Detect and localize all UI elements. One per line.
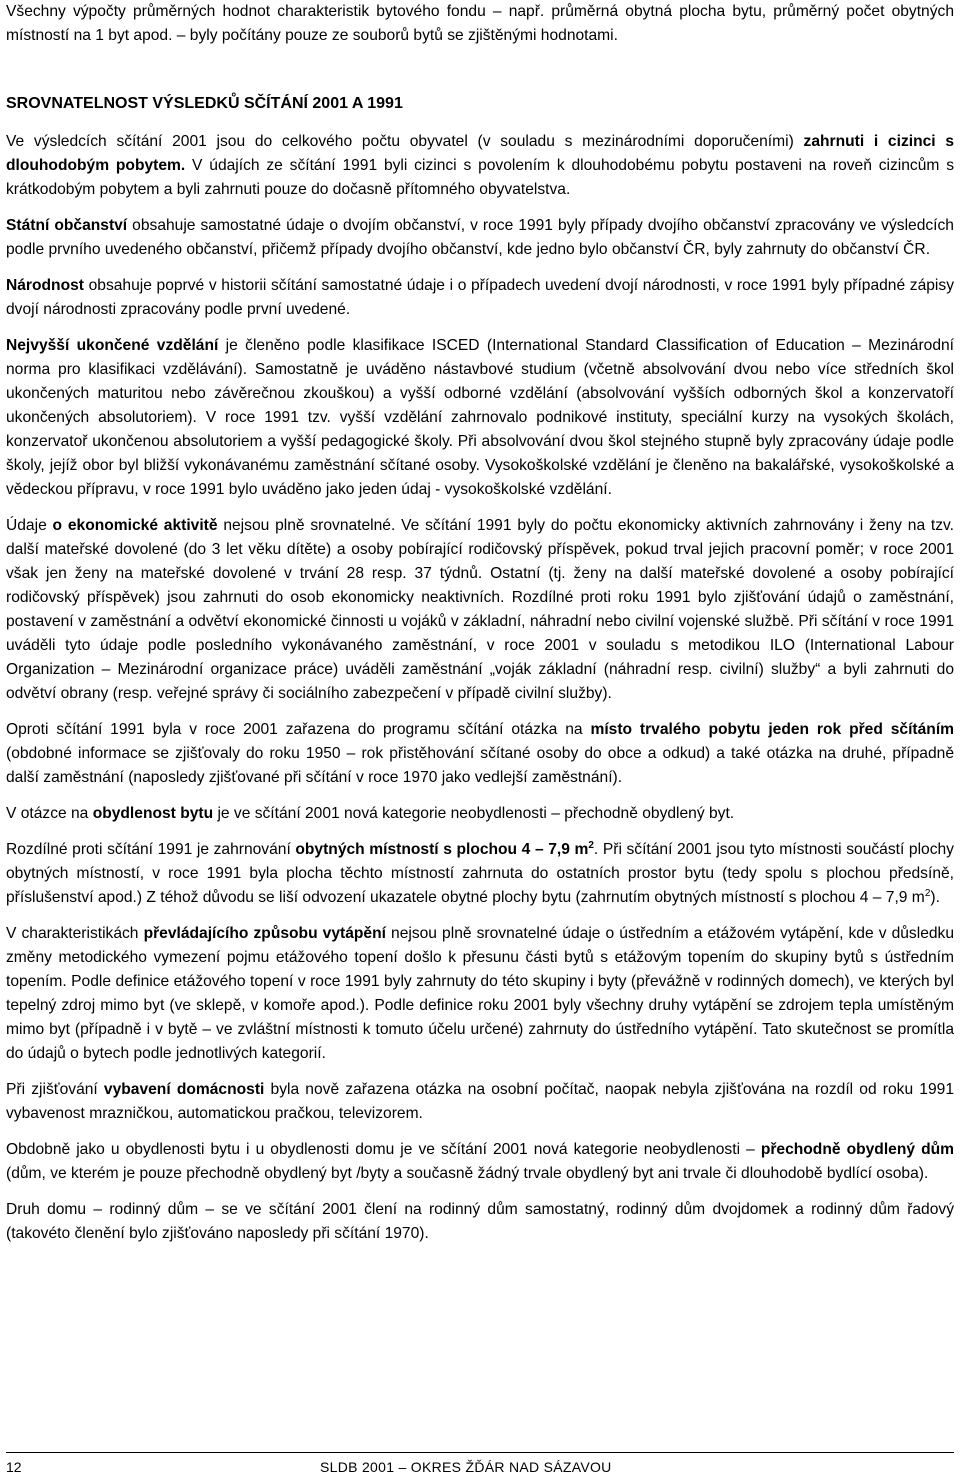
p8-text-c: . Při sčítání 2001 jsou tyto místnosti součástí plochy obytných místností, v roce 1991 byla plocha těchto místností zahrnuta do ostatních prostor bytu (tedy spolu s plochou předsíně, příslušenství apod.) Z téhož důvodu se liší odvození ukazatele obytné plochy bytu (zahrnutím obytných místností s plochou 4 – 7,9 m	[6, 841, 954, 906]
p4-text: je členěno podle klasifikace ISCED (International Standard Classification of Education – Mezinárodní norma pro klasifikaci vzdělávání). Samostatně je uváděno nástavbové studium (včetně absolvování dvou nebo více středních škol ukončených maturitou nebo závěrečnou zkouškou) a vyšší odborné vzdělání (absolvování vyšších odborných škol a konzervatoří ukončených absolutoriem). V roce 1991 tzv. vyšší vzdělání zahrnovalo podnikové instituty, speciální kurzy na vysokých školách, konzervatoř ukončenou absolutoriem a vyšší pedagogické školy. Při absolvování dvou škol stejného stupně byly zpracovány údaje podle školy, jejíž obor byl bližší vykonávanému zaměstnání sčítané osoby. Vysokoškolské vzdělání je členěno na bakalářské, vysokoškolské a vědeckou přípravu, v roce 1991 bylo uváděno jako jeden údaj - vysokoškolské vzdělání.	[6, 337, 954, 498]
p3-text: obsahuje poprvé v historii sčítání samostatné údaje i o případech uvedení dvojí národnosti, v roce 1991 byly případné zápisy dvojí národnosti zpracovány podle první uvedené.	[6, 277, 954, 318]
footer-title: SLDB 2001 – OKRES ŽĎÁR NAD SÁZAVOU	[320, 1459, 612, 1475]
page-number: 12	[6, 1459, 22, 1475]
paragraph-foreigners	[6, 130, 954, 202]
p2-bold: Státní občanství	[6, 217, 128, 234]
p11-text-c: (dům, ve kterém je pouze přechodně obydlený byt /byty a současně žádný trvale obydlený byt ani trvale či dlouhodobě bydlící osoba).	[6, 1165, 929, 1182]
intro-paragraph: Všechny výpočty průměrných hodnot charakteristik bytového fondu – např. průměrná obytná plocha bytu, průměrný počet obytných místností na 1 byt apod. – byly počítány pouze ze souborů bytů se zjištěnými hodnotami.	[6, 3, 954, 44]
p7-text-a: V otázce na	[6, 805, 93, 822]
p5-bold: o ekonomické aktivitě	[52, 517, 218, 534]
paragraph-citizenship	[6, 214, 954, 262]
p9-text-c: nejsou plně srovnatelné údaje o ústředním a etážovém vytápění, kde v důsledku změny metodického vymezení pojmu etážového topení došlo k přesunu části bytů s etážovým topením do skupiny bytů s ústředním topením. Podle definice etážového topení v roce 1991 byly zahrnuty do této skupiny i byty (převážně v rodinných domech), ve kterých byl tepelný zdroj mimo byt (ve sklepě, v komoře apod.). Podle definice roku 2001 byly všechny druhy vytápění se zdrojem tepla umístěným mimo byt (případně i v bytě – ve zvláštní místnosti k tomuto účelu určené) zahrnuty do ústředního vytápění. Tato skutečnost se promítla do údajů o bytech podle jednotlivých kategorií.	[6, 925, 955, 1062]
p10-text-c: byla nově zařazena otázka na osobní počítač, naopak nebyla zjišťována na rozdíl od roku 1991 vybavenost mrazničkou, automatickou pračkou, televizorem.	[6, 1081, 954, 1122]
p1-text-a: Ve výsledcích sčítání 2001 jsou do celkového počtu obyvatel (v souladu s mezinárodními doporučeními)	[6, 133, 804, 150]
document-page	[6, 0, 954, 1246]
p8-sup: 2	[924, 887, 931, 899]
p8-bold-sup: 2	[588, 839, 594, 851]
p9-text-a: V charakteristikách	[6, 925, 144, 942]
p5-text-a: Údaje	[6, 517, 53, 534]
p8-text-d: ).	[930, 889, 940, 906]
paragraph-education	[6, 334, 954, 502]
paragraph-heating	[6, 922, 954, 1066]
p11-text-a: Obdobně jako u obydlenosti bytu i u obydlenosti domu je ve sčítání 2001 nová kategorie neobydlenosti –	[6, 1141, 761, 1158]
paragraph-economic-activity	[6, 514, 954, 706]
p8-text-a: Rozdílné proti sčítání 1991 je zahrnování	[6, 841, 296, 858]
paragraph-nationality	[6, 274, 954, 322]
paragraph-house-type: Druh domu – rodinný dům – se ve sčítání 2001 člení na rodinný dům samostatný, rodinný dům dvojdomek a rodinný dům řadový (takovéto členění bylo zjišťováno naposledy při sčítání 1970).	[6, 1201, 954, 1242]
p11-bold: přechodně obydlený dům	[760, 1141, 954, 1158]
p4-bold: Nejvyšší ukončené vzdělání	[6, 337, 219, 354]
p10-text-a: Při zjišťování	[6, 1081, 104, 1098]
p3-bold: Národnost	[6, 277, 84, 294]
p7-text-c: je ve sčítání 2001 nová kategorie neobydlenosti – přechodně obydlený byt.	[213, 805, 735, 822]
paragraph-occupancy	[6, 802, 954, 826]
p7-bold: obydlenost bytu	[92, 805, 214, 822]
footer-divider	[6, 1452, 954, 1453]
p10-bold: vybavení domácnosti	[103, 1081, 265, 1098]
paragraph-house-occupancy	[6, 1138, 954, 1186]
section-heading: SROVNATELNOST VÝSLEDKŮ SČÍTÁNÍ 2001 A 1991	[6, 95, 403, 112]
paragraph-household-equipment	[6, 1078, 954, 1126]
p8-bold-text: obytných místností s plochou 4 – 7,9 m	[295, 841, 589, 858]
p5-text-c: nejsou plně srovnatelné. Ve sčítání 1991 byly do počtu ekonomicky aktivních zahrnovány i ženy na tzv. další mateřské dovolené (do 3 let věku dítěte) a osoby pobírající rodičovský příspěvek, pokud trval jejich pracovní poměr; v roce 2001 však jen ženy na mateřské dovolené v trvání 28 resp. 37 týdnů. Ostatní (tj. ženy na další mateřské dovolené a osoby pobírající rodičovský příspěvek) jsou zahrnuti do osob ekonomicky neaktivních. Rozdílné proti roku 1991 bylo zjišťování údajů o zaměstnání, postavení v zaměstnání a odvětví ekonomické činnosti u vojáků v základní, náhradní nebo civilní vojenské službě. Při sčítání v roce 1991 uváděli tyto údaje podle posledního vykonávaného zaměstnání, v roce 2001 v souladu s metodikou ILO (International Labour Organization – Mezinárodní organizace práce) uváděli zaměstnání „voják základní (náhradní resp. civilní) služby“ a byli zahrnuti do odvětví obrany (resp. veřejné správy či sociálního zabezpečení v případě civilní služby).	[6, 517, 955, 702]
p9-bold: převládajícího způsobu vytápění	[143, 925, 386, 942]
p1-bold: zahrnuti i cizinci s dlouhodobým pobytem.	[6, 133, 954, 174]
p8-bold	[295, 841, 594, 858]
page-footer	[0, 1452, 960, 1476]
p2-text: obsahuje samostatné údaje o dvojím občanství, v roce 1991 byly případy dvojího občanství zpracovány ve výsledcích podle prvního uvedeného občanství, přičemž případy dvojího občanství, kde jedno bylo občanství ČR, byly zahrnuty do občanství ČR.	[6, 217, 954, 258]
p1-text-c: V údajích ze sčítání 1991 byli cizinci s povolením k dlouhodobému pobytu postaveni na roveň cizincům s krátkodobým pobytem a byli zahrnuti pouze do dočasně přítomného obyvatelstva.	[6, 157, 954, 198]
paragraph-rooms	[6, 838, 954, 910]
paragraph-residence	[6, 718, 954, 790]
p6-bold: místo trvalého pobytu jeden rok před sčítáním	[590, 721, 955, 738]
p6-text-a: Oproti sčítání 1991 byla v roce 2001 zařazena do programu sčítání otázka na	[6, 721, 591, 738]
p6-text-c: (obdobné informace se zjišťovaly do roku 1950 – rok přistěhování sčítané osoby do obce a odkud) a také otázka na druhé, případně další zaměstnání (naposledy zjišťované při sčítání v roce 1970 jako vedlejší zaměstnání).	[6, 745, 954, 786]
